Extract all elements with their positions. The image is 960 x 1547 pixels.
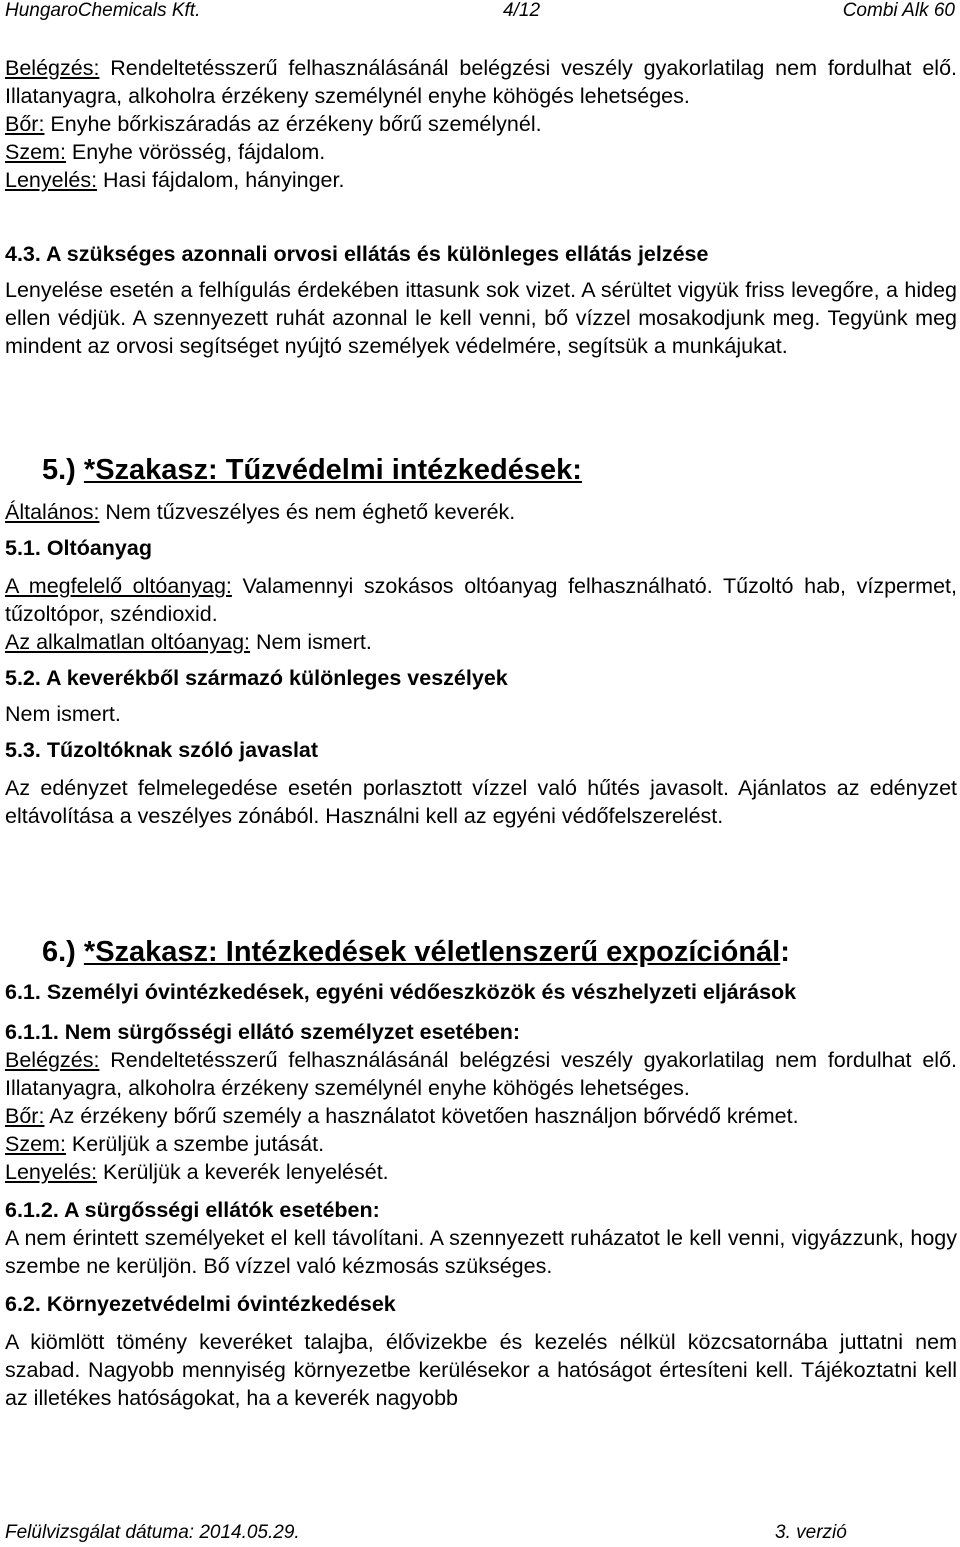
section-4-3 [5, 240, 957, 360]
paragraph-6-skin [5, 1102, 957, 1130]
text-6-inhalation: Rendeltetésszerű felhasználásánál belégzési veszély gyakorlatilag nem fordulhat elő. Illatanyagra, alkoholra érzékeny személynél enyhe köhögés lehetséges. [5, 1048, 957, 1100]
section-6-heading [5, 934, 957, 970]
label-6-ingestion: Lenyelés: [5, 1160, 98, 1184]
section-6-number: 6.) [42, 936, 76, 968]
page-footer [5, 1522, 955, 1544]
paragraph-6-eye [5, 1130, 957, 1158]
label-general: Általános: [5, 500, 100, 524]
paragraph-ingestion [5, 166, 957, 194]
section-4-3-text: Lenyelése esetén a felhígulás érdekében ittasunk sok vizet. A sérültet vigyük friss levegőre, a hideg ellen védjük. A szennyezett ruhát azonnal le kell venni, bő vízzel mosakodjunk meg. Tegyünk meg mindent az orvosi segítséget nyújtó személyek védelmére, segítsük a munkájukat. [5, 278, 957, 358]
product-name: Combi Alk 60 [842, 0, 955, 21]
section-6 [5, 934, 957, 1412]
section-6-title: *Szakasz: Intézkedések véletlenszerű expozíciónál [83, 936, 781, 968]
label-6-eye: Szem: [5, 1132, 66, 1156]
section-6-2-text: A kiömlött tömény keveréket talajba, élővizekbe és kezelés nélkül közcsatornába juttatni nem szabad. Nagyobb mennyiség környezetbe kerülésekor a hatóságot értesíteni kell. Tájékoztatni kell az illetékes hatóságokat, ha a keverék nagyobb [5, 1330, 957, 1410]
paragraph-skin [5, 110, 957, 138]
text-suitable-media: Valamennyi szokásos oltóanyag felhasználható. Tűzoltó hab, vízpermet, tűzoltópor, széndioxid. [5, 574, 957, 626]
section-4-3-heading: 4.3. A szükséges azonnali orvosi ellátás és különleges ellátás jelzése [5, 242, 709, 266]
section-5-1-heading: 5.1. Oltóanyag [5, 536, 152, 560]
section-5-2-text: Nem ismert. [5, 702, 121, 726]
label-skin: Bőr: [5, 112, 45, 136]
label-eye: Szem: [5, 140, 66, 164]
text-6-skin: Az érzékeny bőrű személy a használatot követően használjon bőrvédő krémet. [44, 1104, 799, 1128]
label-unsuitable-media: Az alkalmatlan oltóanyag: [5, 630, 251, 654]
text-6-eye: Kerüljük a szembe jutását. [65, 1132, 325, 1156]
section-5-2-heading: 5.2. A keverékből származó különleges veszélyek [5, 666, 508, 690]
version: 3. verzió [775, 1522, 847, 1543]
paragraph-general [5, 498, 957, 526]
text-unsuitable-media: Nem ismert. [250, 630, 372, 654]
text-6-ingestion: Kerüljük a keverék lenyelését. [97, 1160, 389, 1184]
label-6-inhalation: Belégzés: [5, 1048, 100, 1072]
section-6-1-2-heading: 6.1.2. A sürgősségi ellátók esetében: [5, 1198, 380, 1222]
label-suitable-media: A megfelelő oltóanyag: [5, 574, 232, 598]
text-general: Nem tűzveszélyes és nem éghető keverék. [99, 500, 516, 524]
paragraph-eye [5, 138, 957, 166]
section-6-1-2-text: A nem érintett személyeket el kell távolítani. A szennyezett ruházatot le kell venni, vigyázzunk, hogy szembe ne kerüljön. Bő vízzel való kézmosás szükséges. [5, 1226, 957, 1278]
section-6-1-heading: 6.1. Személyi óvintézkedések, egyéni védőeszközök és vészhelyzeti eljárások [5, 980, 797, 1004]
paragraph-suitable-media [5, 572, 957, 628]
page-header [5, 0, 955, 22]
section-5-number: 5.) [42, 454, 76, 486]
section-4-2-symptoms [5, 54, 957, 194]
label-inhalation: Belégzés: [5, 56, 100, 80]
section-6-1-1-heading: 6.1.1. Nem sürgősségi ellátó személyzet esetében: [5, 1020, 521, 1044]
section-5-heading [5, 452, 957, 488]
label-6-skin: Bőr: [5, 1104, 45, 1128]
section-5 [5, 452, 957, 830]
section-5-title: *Szakasz: Tűzvédelmi intézkedések: [83, 454, 582, 486]
paragraph-inhalation [5, 54, 957, 110]
section-6-colon: : [780, 936, 790, 968]
revision-date: Felülvizsgálat dátuma: 2014.05.29. [5, 1522, 300, 1543]
page-number: 4/12 [503, 0, 541, 21]
company-name: HungaroChemicals Kft. [5, 0, 201, 21]
label-ingestion: Lenyelés: [5, 168, 98, 192]
section-5-3-text: Az edényzet felmelegedése esetén porlasztott vízzel való hűtés javasolt. Ajánlatos az edényzet eltávolítása a veszélyes zónából. Használni kell az egyéni védőfelszerelést. [5, 776, 957, 828]
section-6-2-heading: 6.2. Környezetvédelmi óvintézkedések [5, 1292, 396, 1316]
section-5-3-heading: 5.3. Tűzoltóknak szóló javaslat [5, 738, 319, 762]
text-skin: Enyhe bőrkiszáradás az érzékeny bőrű személynél. [44, 112, 542, 136]
paragraph-6-ingestion [5, 1158, 957, 1186]
paragraph-6-inhalation [5, 1046, 957, 1102]
text-ingestion: Hasi fájdalom, hányinger. [97, 168, 345, 192]
paragraph-unsuitable-media [5, 628, 957, 656]
text-inhalation: Rendeltetésszerű felhasználásánál belégzési veszély gyakorlatilag nem fordulhat elő. Illatanyagra, alkoholra érzékeny személynél enyhe köhögés lehetséges. [5, 56, 957, 108]
text-eye: Enyhe vörösség, fájdalom. [65, 140, 326, 164]
